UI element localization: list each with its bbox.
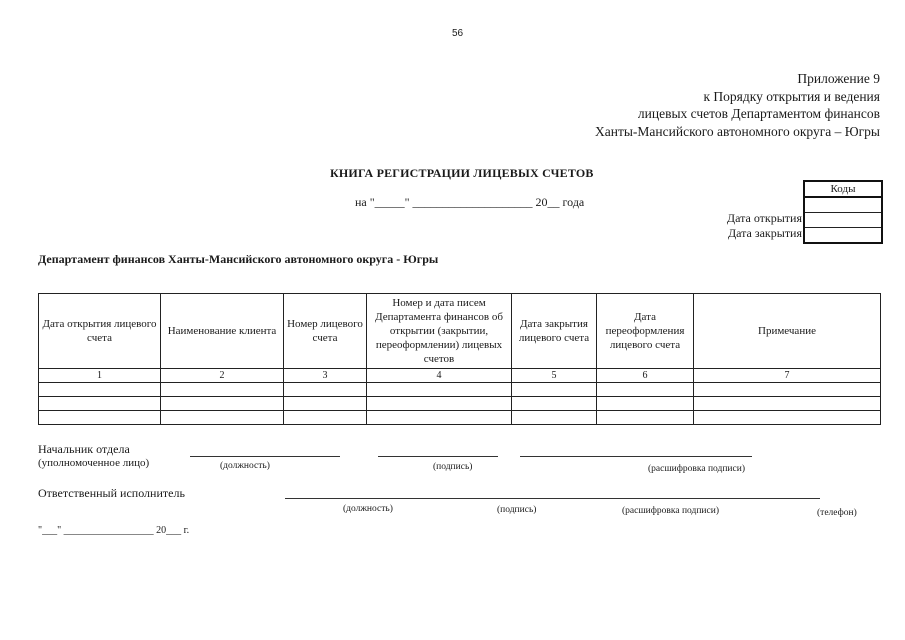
col-header-reissue-date: Дата переоформления лицевого счета	[597, 294, 694, 369]
col-header-note: Примечание	[694, 294, 881, 369]
appendix-line-2: к Порядку открытия и ведения	[703, 88, 880, 104]
column-number: 4	[367, 369, 512, 383]
col-header-close-date: Дата закрытия лицевого счета	[512, 294, 597, 369]
close-date-label: Дата закрытия	[727, 226, 802, 240]
col-header-account-number: Номер лицевого счета	[284, 294, 367, 369]
table-row	[39, 397, 881, 411]
column-number: 5	[512, 369, 597, 383]
page-number: 56	[452, 28, 464, 39]
codes-header: Коды	[804, 181, 882, 197]
col-header-client-name: Наименование клиента	[161, 294, 284, 369]
executor-line	[285, 498, 820, 499]
appendix-header	[460, 70, 880, 140]
head-decoding-caption: (расшифровка подписи)	[648, 464, 745, 474]
col-header-letters: Номер и дата писем Департамента финансов об открытии (закрытии, переоформлении) лицевых счетов	[367, 294, 512, 369]
column-number: 3	[284, 369, 367, 383]
column-number: 2	[161, 369, 284, 383]
col-header-open-date: Дата открытия лицевого счета	[39, 294, 161, 369]
date-line: на "_____" ____________________ 20__ года	[355, 195, 585, 209]
footer-date-line: "___" __________________ 20___ г.	[38, 525, 190, 536]
codes-box	[803, 180, 883, 244]
column-number: 6	[597, 369, 694, 383]
head-signature-caption: (подпись)	[433, 462, 473, 472]
table-row	[39, 383, 881, 397]
register-table	[38, 293, 881, 425]
head-label: Начальник отдела	[38, 442, 130, 456]
table-row	[39, 411, 881, 425]
department-name: Департамент финансов Ханты-Мансийского автономного округа - Югры	[38, 252, 439, 266]
appendix-line-1: Приложение 9	[797, 71, 880, 86]
column-number: 7	[694, 369, 881, 383]
open-date-label: Дата открытия	[726, 211, 802, 225]
column-numbers-row	[39, 369, 881, 383]
column-number: 1	[39, 369, 161, 383]
executor-phone-caption: (телефон)	[817, 508, 857, 518]
executor-signature-caption: (подпись)	[497, 505, 537, 515]
code-empty-cell	[804, 228, 882, 244]
document-title: КНИГА РЕГИСТРАЦИИ ЛИЦЕВЫХ СЧЕТОВ	[330, 166, 594, 180]
code-close-date-cell	[804, 213, 882, 228]
head-decoding-line	[520, 456, 752, 457]
head-signature-line	[378, 456, 498, 457]
executor-position-caption: (должность)	[343, 504, 393, 514]
head-sublabel: (уполномоченное лицо)	[38, 457, 150, 469]
appendix-line-3: лицевых счетов Департаментом финансов	[637, 106, 880, 121]
head-position-caption: (должность)	[220, 461, 270, 471]
executor-label: Ответственный исполнитель	[38, 486, 185, 500]
executor-decoding-caption: (расшифровка подписи)	[622, 506, 719, 516]
head-position-line	[190, 456, 340, 457]
appendix-line-4: Ханты-Мансийского автономного округа – Югры	[595, 123, 880, 139]
code-open-date-cell	[804, 197, 882, 213]
